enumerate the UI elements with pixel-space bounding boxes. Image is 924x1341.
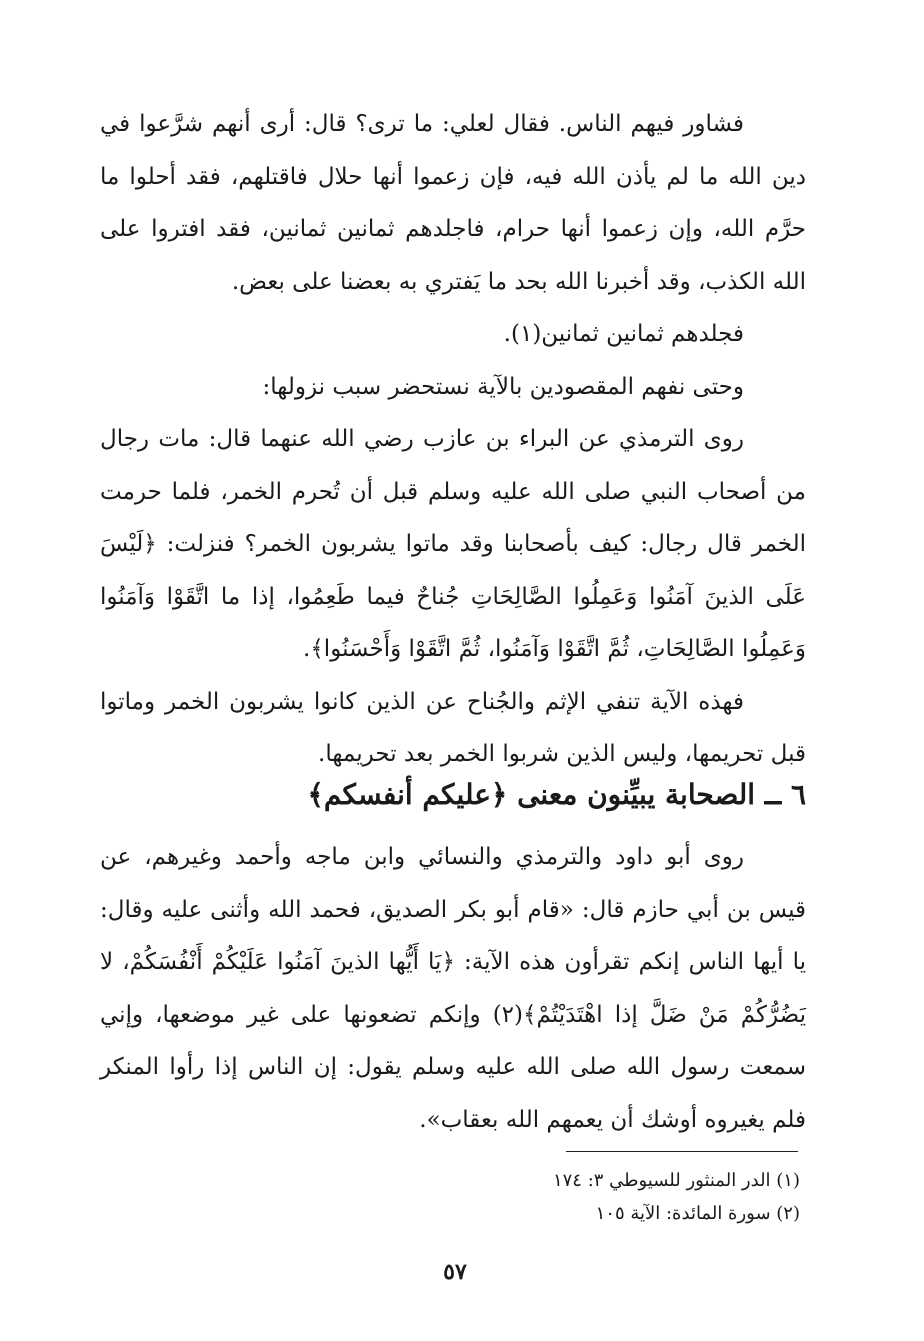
paragraph-verse-explanation: فهذه الآية تنفي الإثم والجُناح عن الذين كانوا يشربون الخمر وماتوا قبل تحريمها، وليس الذين شربوا الخمر بعد تحريمها. (100, 688, 806, 767)
text-block-lower (100, 831, 806, 1146)
footnote-2: (٢) سورة المائدة: الآية ١٠٥ (595, 1203, 800, 1224)
text-block-upper (100, 98, 806, 781)
footnote-divider (566, 1151, 798, 1152)
paragraph-abu-bakr-narration: روى أبو داود والترمذي والنسائي وابن ماجه وأحمد وغيرهم، عن قيس بن أبي حازم قال: «قام أبو بكر الصديق، فحمد الله وأثنى عليه وقال: يا أيها الناس إنكم تقرأون هذه الآية: ﴿يَا أَيُّها الذينَ آمَنُوا عَلَيْكُمْ أَنْفُسَكُمْ، لا يَضُرُّكُمْ مَنْ ضَلَّ إذا اهْتَدَيْتُمْ﴾(٢) وإنكم تضعونها على غير موضعها، وإني سمعت رسول الله صلى الله عليه وسلم يقول: إن الناس إذا رأوا المنكر فلم يغيروه أوشك أن يعمهم الله بعقاب». (100, 844, 806, 1133)
paragraph-tirmidhi-narration: روى الترمذي عن البراء بن عازب رضي الله عنهما قال: مات رجال من أصحاب النبي صلى الله عليه وسلم قبل أن تُحرم الخمر، فلما حرمت الخمر قال رجال: كيف بأصحابنا وقد ماتوا يشربون الخمر؟ فنزلت: ﴿لَيْسَ عَلَى الذينَ آمَنُوا وَعَمِلُوا الصَّالِحَاتِ جُناحٌ فيما طَعِمُوا، إذا ما اتَّقَوْا وَآمَنُوا وَعَمِلُوا الصَّالِحَاتِ، ثُمَّ اتَّقَوْا وَآمَنُوا، ثُمَّ اتَّقَوْا وَأَحْسَنُوا﴾. (100, 426, 806, 662)
footnote-1: (١) الدر المنثور للسيوطي ٣: ١٧٤ (552, 1170, 800, 1191)
footnotes (100, 1164, 800, 1230)
section-heading: ٦ ــ الصحابة يبيِّنون معنى ﴿عليكم أنفسكم﴾ (307, 778, 806, 811)
paragraph-consultation: فشاور فيهم الناس. فقال لعلي: ما ترى؟ قال: أرى أنهم شرَّعوا في دين الله ما لم يأذن الله فيه، فإن زعموا أنها حلال فاقتلهم، فقد أحلوا ما حرَّم الله، وإن زعموا أنها حرام، فاجلدهم ثمانين ثمانين، فقد افتروا على الله الكذب، وقد أخبرنا الله بحد ما يَفتري به بعضنا على بعض. (100, 111, 806, 295)
paragraph-reason-intro: وحتى نفهم المقصودين بالآية نستحضر سبب نزولها: (262, 373, 744, 400)
paragraph-flogging: فجلدهم ثمانين ثمانين(١). (503, 321, 744, 347)
page-number: ٥٧ (443, 1259, 467, 1285)
